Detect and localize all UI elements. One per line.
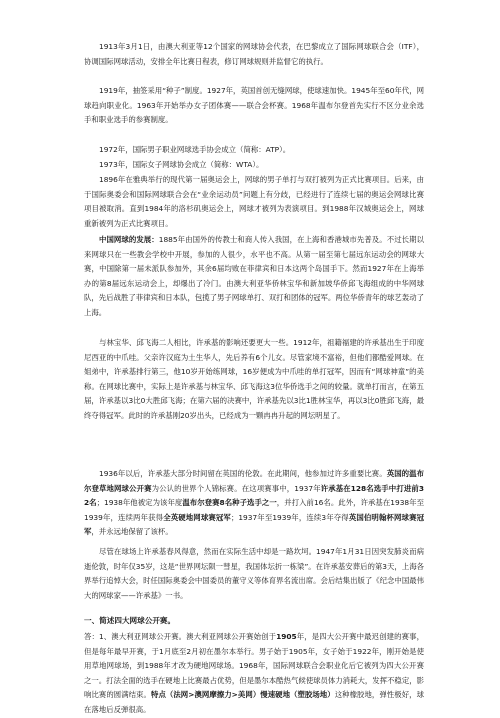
london-text-a: 1936年以后，许承基大部分时间留在英国的伦敦。在此期间，他参加过许多重要比赛。	[99, 469, 387, 478]
ao-text-d: 这种橡胶地，弹性极好，球在落地后反弹很高。	[84, 690, 424, 714]
paragraph-seed-system: 1919年，抽签采用“种子”制度。1927年，英国首创无缝网球，使球速加快。1945年至60年代，网球趋向职业化。1963年开始举办女子团体赛——联合会杯赛。1968年温布尔登首先实行不区分业余选手和职业选手的参赛制度。	[84, 86, 424, 125]
london-bold-top32: 许承基在128名选手中打进前32名	[84, 483, 424, 508]
london-bold-hardcourt: 全英硬地网球赛冠军	[163, 512, 231, 522]
china-tennis-heading: 中国网球的发展：	[99, 235, 159, 244]
paragraph-london	[84, 467, 424, 540]
ao-bold-year: 1905	[276, 632, 297, 641]
ao-text-c: 年，是四大公开赛中最迟创建的赛事，但是每年最早开赛，于1月底至2月初在墨尔本举行。男子始于1905年，女子始于1922年，刚开始是使用草地网球场，到1988年才改为硬地网球场。1968年，国际网球联合会职业化后它被列为四大公开赛之一。打法全面的选手在硬地上比赛最占优势，但是墨尔本酷热气候使球员体力消耗大，发挥不稳定，影响比赛的圆满结束。	[84, 632, 424, 700]
paragraph-china-tennis	[84, 233, 424, 321]
section-heading-four-opens: 一、简述四大网球公开赛。	[84, 616, 176, 625]
london-text-c: 为公认的世界个人锦标赛。在这项赛事中，1937年	[151, 483, 321, 493]
paragraph-australian-open	[84, 630, 424, 718]
london-text-f: ；1937年至1939年，连续3年夺得	[230, 512, 349, 522]
china-tennis-text: 1885年由国外的传教士和商人传入我国，在上海和香港城市先普及。不过长期以来网球只在一些教会学校中开展，参加的人很少，水平也不高。从第一届至第七届远东运动会的网球大赛，中国除第一届未派队参加外，其余6届均败在菲律宾和日本这两个岛国手下。然而1927年在上海举办的第8届远东运动会上，却爆出了冷门。由澳大利亚华侨林宝华和新加坡华侨邱飞海组成的中华网球队，先后战胜了菲律宾和日本队，包揽了男子网球单打、双打和团体的冠军。两位华侨青年的球艺轰动了上海。	[84, 235, 424, 317]
london-bold-wimbledon: 英国的温布尔登草地网球公开赛	[84, 469, 424, 493]
paragraph-atp: 1972年，国际男子职业网球选手协会成立（简称：ATP）。	[99, 145, 291, 154]
ao-bold-feature: 特点（法网>澳网摩擦力>美网）慢速硬地（塑胶场地）	[151, 690, 335, 700]
london-text-g: ，并永远地保留了该杯。	[91, 527, 173, 537]
paragraph-xu-chengji: 与林宝华、邱飞海二人相比，许承基的影响还要更大一些。1912年，祖籍福建的许承基出生于印度尼西亚的中爪哇。父亲许汉庭为土生华人，先后养有6个儿女。尽管家境不富裕，但他们都酷爱网球。在姐弟中，许承基排行第三，他10岁开始练网球，16岁便成为中爪哇的单打冠军，因而有“网球神童”的美称。在网球比赛中，实际上是许承基与林宝华、邱飞海这3位华侨选手之间的较量。就单打而言，在第五届，许承基以3比0大胜邱飞海；在第六届的决赛中，许承基先以3比1胜林宝华，再以3比0胜邱飞海，最终夺得冠军。此时的许承基刚20岁出头，已经成为一颗冉冉升起的网坛明星了。	[84, 338, 424, 420]
london-text-e: ，并打入前16名。此外，许承基在1938年至1939年，连续两年获得	[84, 498, 424, 522]
ao-text-a: 答：1、澳大利亚网球公开赛。澳大利亚网球公开赛始创于	[84, 632, 277, 641]
london-text-d: ；1938年他被定为该年度	[96, 498, 183, 508]
london-bold-birmingham: 英国伯明翰杯网球赛冠军	[84, 512, 424, 537]
paragraph-itf: 1913年3月1日，由澳大利亚等12个国家的网球协会代表，在巴黎成立了国际网球联合会（ITF），协调国际网球活动，安排全年比赛日程表，修订网球规则并监督它的执行。	[84, 42, 424, 66]
london-bold-seed: 温布尔登赛8名种子选手之一	[182, 498, 277, 508]
paragraph-memorial: 尽管在球场上许承基春风得意，然而在实际生活中却是一路坎坷。1947年1月31日因突发肺炎而病逝伦敦，时年仅35岁，这是“世界网坛陨一彗星，我国体坛折一栋梁”。在许承基安葬后的第3天，上海各界举行追悼大会，时任国际奥委会中国委员的董守义等体育界名流出席。会后结集出版了《纪念中国最伟大的网球家——许承基》一书。	[84, 547, 424, 600]
paragraph-olympics: 1896年在雅典举行的现代第一届奥运会上，网球的男子单打与双打被列为正式比赛项目。后来，由于国际奥委会和国际网球联合会在“业余运动员”问题上有分歧，已经进行了连续七届的奥运会网球比赛项目被取消。直到1984年的洛杉矶奥运会上，网球才被列为表演项目。到1988年汉城奥运会上，网球重新被列为正式比赛项目。	[84, 175, 424, 228]
paragraph-wta: 1973年，国际女子网球协会成立（简称：WTA）。	[99, 160, 264, 169]
